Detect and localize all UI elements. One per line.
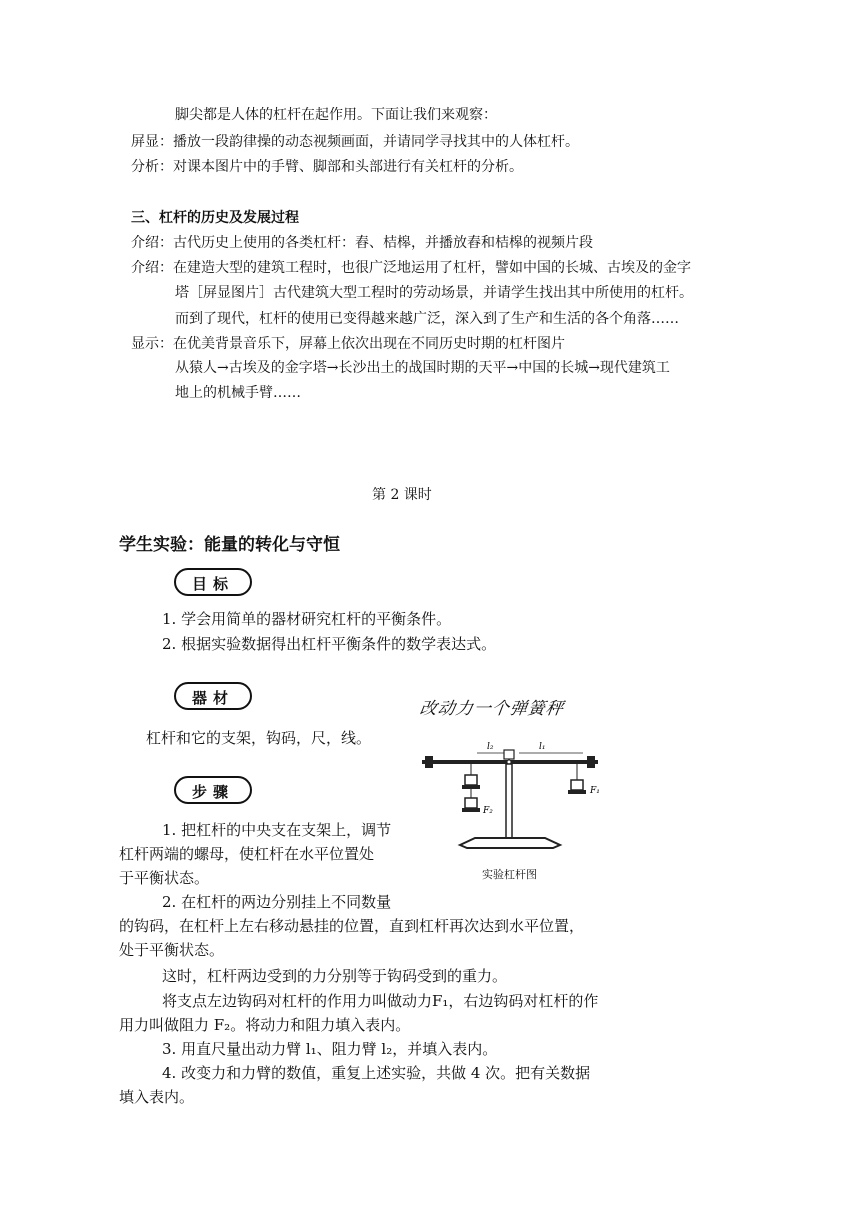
goals-badge: 目标 <box>174 568 252 596</box>
paragraph-line: 从猿人→古埃及的金字塔→长沙出土的战国时期的天平→中国的长城→现代建筑工 <box>175 360 670 376</box>
paragraph-line: 介绍：在建造大型的建筑工程时，也很广泛地运用了杠杆，譬如中国的长城、古埃及的金字 <box>131 260 691 276</box>
step-line: 用力叫做阻力 F₂。将动力和阻力填入表内。 <box>119 1016 411 1034</box>
paragraph-line: 介绍：古代历史上使用的各类杠杆：舂、桔槔，并播放舂和桔槔的视频片段 <box>131 235 593 251</box>
label-f1: F₁ <box>590 786 600 796</box>
weight-left-1 <box>465 775 477 785</box>
paragraph-line: 而到了现代，杠杆的使用已变得越来越广泛，深入到了生产和生活的各个角落…… <box>175 311 679 327</box>
weight-left-2-base <box>462 808 480 812</box>
step-line: 4. 改变力和力臂的数值，重复上述实验，共做 4 次。把有关数据 <box>162 1064 591 1082</box>
paragraph-line: 分析：对课本图片中的手臂、脚部和头部进行有关杠杆的分析。 <box>131 159 523 175</box>
weight-right <box>571 780 583 790</box>
paragraph-line: 屏显：播放一段韵律操的动态视频画面，并请同学寻找其中的人体杠杆。 <box>131 134 579 150</box>
materials-badge: 器材 <box>174 682 252 710</box>
step-line: 的钩码，在杠杆上左右移动悬挂的位置，直到杠杆再次达到水平位置， <box>119 917 585 935</box>
label-l2: l₂ <box>487 742 494 752</box>
step-line: 杠杆两端的螺母，使杠杆在水平位置处 <box>119 845 375 863</box>
materials-text: 杠杆和它的支架，钩码，尺，线。 <box>146 729 372 747</box>
section-heading: 三、杠杆的历史及发展过程 <box>131 210 299 226</box>
lever-diagram <box>415 735 615 870</box>
goal-item: 2. 根据实验数据得出杠杆平衡条件的数学表达式。 <box>162 635 497 653</box>
step-line: 于平衡状态。 <box>119 869 210 887</box>
weight-left-1-base <box>462 785 480 789</box>
goal-item: 1. 学会用简单的器材研究杠杆的平衡条件。 <box>162 610 452 628</box>
balance-nut-right-cross <box>584 760 598 764</box>
weight-left-2 <box>465 798 477 808</box>
stand-base <box>460 838 560 848</box>
step-line: 填入表内。 <box>119 1088 195 1106</box>
step-line: 1. 把杠杆的中央支在支架上，调节 <box>162 821 392 839</box>
step-line: 这时，杠杆两边受到的力分别等于钩码受到的重力。 <box>162 967 508 985</box>
step-line: 将支点左边钩码对杠杆的作用力叫做动力F₁，右边钩码对杠杆的作 <box>162 992 599 1010</box>
experiment-title: 学生实验：能量的转化与守恒 <box>119 535 340 555</box>
label-l1: l₁ <box>539 742 546 752</box>
step-line: 处于平衡状态。 <box>119 941 225 959</box>
paragraph-line: 显示：在优美背景音乐下，屏幕上依次出现在不同历史时期的杠杆图片 <box>131 336 565 352</box>
figure-caption: 实验杠杆图 <box>482 868 537 881</box>
steps-badge: 步骤 <box>174 776 252 804</box>
label-f2: F₂ <box>483 806 493 816</box>
balance-nut-left-cross <box>422 760 436 764</box>
pivot-clamp <box>504 750 514 759</box>
paragraph-line: 脚尖都是人体的杠杆在起作用。下面让我们来观察： <box>175 107 497 123</box>
paragraph-line: 塔［屏显图片］古代建筑大型工程时的劳动场景，并请学生找出其中所使用的杠杆。 <box>175 285 693 301</box>
step-line: 3. 用直尺量出动力臂 l₁、阻力臂 l₂，并填入表内。 <box>162 1040 498 1058</box>
step-line: 2. 在杠杆的两边分别挂上不同数量 <box>162 893 392 911</box>
paragraph-line: 地上的机械手臂…… <box>175 385 301 401</box>
weight-right-base <box>568 790 586 794</box>
lesson-title: 第 2 课时 <box>372 487 432 503</box>
stand-post <box>506 764 512 839</box>
handwritten-note: 改动力一个弹簧秤 <box>418 699 566 719</box>
